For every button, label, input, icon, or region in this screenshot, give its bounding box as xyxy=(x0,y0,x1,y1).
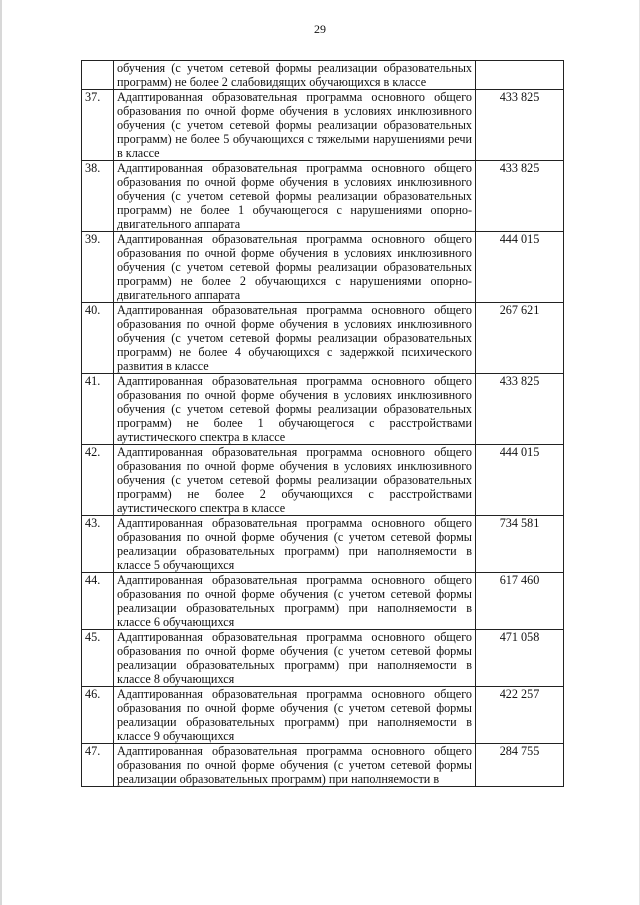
table-row xyxy=(82,516,564,573)
table-row xyxy=(82,232,564,303)
row-number xyxy=(82,61,114,90)
table-row xyxy=(82,61,564,90)
scan-edge-left xyxy=(0,0,2,905)
table-row xyxy=(82,303,564,374)
program-description: Адаптированная образовательная программа основного общего образования по очной форме обучения в условиях инклюзивного обучения (с учетом сетевой формы реализации образовательных программ) не более 2 обучающихся с нарушениями опорно-двигательного аппарата xyxy=(114,232,476,303)
row-number: 38. xyxy=(82,161,114,232)
table-row xyxy=(82,90,564,161)
row-number: 40. xyxy=(82,303,114,374)
program-description: Адаптированная образовательная программа основного общего образования по очной форме обучения (с учетом сетевой формы реализации образовательных программ) при наполняемости в xyxy=(114,744,476,787)
row-number: 43. xyxy=(82,516,114,573)
cost-value xyxy=(476,61,564,90)
program-description: Адаптированная образовательная программа основного общего образования по очной форме обучения в условиях инклюзивного обучения (с учетом сетевой формы реализации образовательных программ) не более 1 обучающегося с нарушениями опорно-двигательного аппарата xyxy=(114,161,476,232)
program-description: Адаптированная образовательная программа основного общего образования по очной форме обучения в условиях инклюзивного обучения (с учетом сетевой формы реализации образовательных программ) не более 5 обучающихся с тяжелыми нарушениями речи в классе xyxy=(114,90,476,161)
cost-value: 267 621 xyxy=(476,303,564,374)
row-number: 45. xyxy=(82,630,114,687)
cost-value: 471 058 xyxy=(476,630,564,687)
table-row xyxy=(82,687,564,744)
cost-value: 734 581 xyxy=(476,516,564,573)
program-cost-table xyxy=(81,60,564,787)
program-description: Адаптированная образовательная программа основного общего образования по очной форме обучения (с учетом сетевой формы реализации образовательных программ) при наполняемости в классе 6 обучающихся xyxy=(114,573,476,630)
program-description: Адаптированная образовательная программа основного общего образования по очной форме обучения (с учетом сетевой формы реализации образовательных программ) при наполняемости в классе 5 обучающихся xyxy=(114,516,476,573)
row-number: 39. xyxy=(82,232,114,303)
row-number: 42. xyxy=(82,445,114,516)
cost-value: 422 257 xyxy=(476,687,564,744)
page-number: 29 xyxy=(314,22,326,36)
cost-value: 433 825 xyxy=(476,374,564,445)
cost-value: 617 460 xyxy=(476,573,564,630)
cost-value: 284 755 xyxy=(476,744,564,787)
row-number: 47. xyxy=(82,744,114,787)
cost-value: 444 015 xyxy=(476,445,564,516)
row-number: 37. xyxy=(82,90,114,161)
program-description: Адаптированная образовательная программа основного общего образования по очной форме обучения (с учетом сетевой формы реализации образовательных программ) при наполняемости в классе 8 обучающихся xyxy=(114,630,476,687)
table-row xyxy=(82,573,564,630)
cost-value: 444 015 xyxy=(476,232,564,303)
row-number: 46. xyxy=(82,687,114,744)
program-description: Адаптированная образовательная программа основного общего образования по очной форме обучения в условиях инклюзивного обучения (с учетом сетевой формы реализации образовательных программ) не более 4 обучающихся с задержкой психического развития в классе xyxy=(114,303,476,374)
program-description: Адаптированная образовательная программа основного общего образования по очной форме обучения в условиях инклюзивного обучения (с учетом сетевой формы реализации образовательных программ) не более 1 обучающегося с расстройствами аутистического спектра в классе xyxy=(114,374,476,445)
cost-value: 433 825 xyxy=(476,161,564,232)
row-number: 44. xyxy=(82,573,114,630)
table-row xyxy=(82,161,564,232)
table-row xyxy=(82,630,564,687)
program-description: Адаптированная образовательная программа основного общего образования по очной форме обучения в условиях инклюзивного обучения (с учетом сетевой формы реализации образовательных программ) не более 2 обучающихся с расстройствами аутистического спектра в классе xyxy=(114,445,476,516)
program-description: Адаптированная образовательная программа основного общего образования по очной форме обучения (с учетом сетевой формы реализации образовательных программ) при наполняемости в классе 9 обучающихся xyxy=(114,687,476,744)
table-row xyxy=(82,744,564,787)
table-row xyxy=(82,374,564,445)
row-number: 41. xyxy=(82,374,114,445)
program-description: обучения (с учетом сетевой формы реализации образовательных программ) не более 2 слабовидящих обучающихся в классе xyxy=(114,61,476,90)
table-row xyxy=(82,445,564,516)
cost-value: 433 825 xyxy=(476,90,564,161)
